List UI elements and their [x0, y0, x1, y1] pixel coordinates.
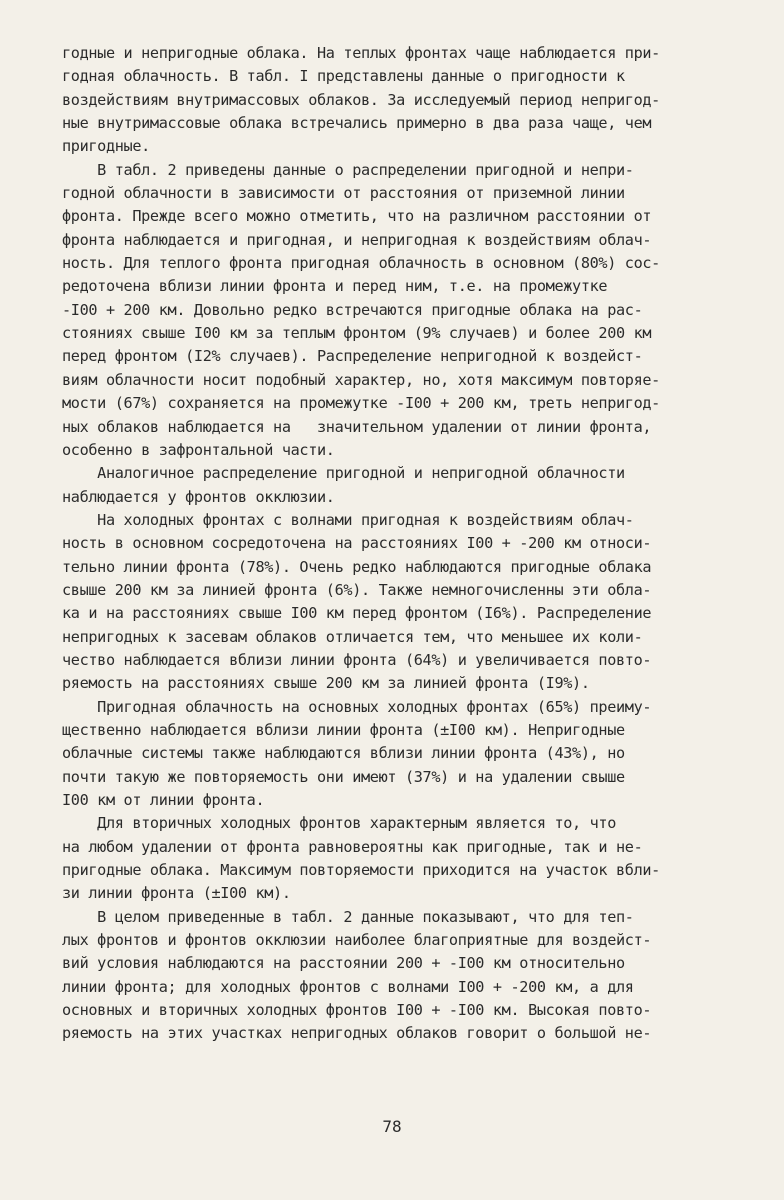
text-line: На холодных фронтах с волнами пригодная к воздействиям облач- [62, 510, 634, 529]
page-number: 78 [382, 1117, 402, 1136]
text-line: линии фронта; для холодных фронтов с волнами I00 + -200 км, а для [62, 977, 634, 996]
text-line: годная облачность. В табл. I представлены данные о пригодности к [62, 67, 625, 86]
text-line: годной облачности в зависимости от расстояния от приземной линии [62, 184, 625, 203]
text-line: ряемость на расстояниях свыше 200 км за линией фронта (I9%). [62, 674, 590, 693]
text-line: воздействиям внутримассовых облаков. За исследуемый период непригод- [62, 90, 660, 109]
text-line: -I00 + 200 км. Довольно редко встречаются пригодные облака на рас- [62, 300, 643, 319]
text-line: ных облаков наблюдается на значительном удалении от линии фронта, [62, 417, 652, 436]
text-line: Для вторичных холодных фронтов характерным является то, что [62, 814, 617, 833]
text-line: редоточена вблизи линии фронта и перед ним, т.е. на промежутке [62, 277, 608, 296]
text-line: тельно линии фронта (78%). Очень редко наблюдаются пригодные облака [62, 557, 652, 576]
text-line: виям облачности носит подобный характер, но, хотя максимум повторяе- [62, 370, 660, 389]
text-line: годные и непригодные облака. На теплых фронтах чаще наблюдается при- [62, 44, 660, 62]
text-line: пригодные облака. Максимум повторяемости приходится на участок вбли- [62, 861, 660, 880]
text-line: свыше 200 км за линией фронта (6%). Также немногочисленны эти обла- [62, 580, 652, 599]
text-line: непригодных к засевам облаков отличается тем, что меньшее их коли- [62, 627, 643, 646]
text-line: пригодные. [62, 137, 150, 156]
text-line: лых фронтов и фронтов окклюзии наиболее благоприятные для воздейст- [62, 931, 652, 950]
text-line: стояниях свыше I00 км за теплым фронтом (9% случаев) и более 200 км [62, 324, 652, 343]
text-line: I00 км от линии фронта. [62, 791, 265, 809]
text-line: Пригодная облачность на основных холодных фронтах (65%) преиму- [62, 697, 652, 716]
text-line: фронта. Прежде всего можно отметить, что на различном расстоянии от [62, 207, 652, 226]
text-line: ка и на расстояниях свыше I00 км перед фронтом (I6%). Распределение [62, 604, 652, 623]
text-line: чество наблюдается вблизи линии фронта (64%) и увеличивается повто- [62, 650, 652, 669]
text-line: наблюдается у фронтов окклюзии. [62, 487, 335, 506]
text-line: особенно в зафронтальной части. [62, 440, 335, 459]
text-line: ряемость на этих участках непригодных облаков говорит о большой не- [62, 1024, 652, 1043]
text-line: В целом приведенные в табл. 2 данные показывают, что для теп- [62, 907, 634, 926]
body-text [62, 42, 742, 1046]
text-line: В табл. 2 приведены данные о распределении пригодной и непри- [62, 160, 634, 179]
text-line: Аналогичное распределение пригодной и непригодной облачности [62, 464, 625, 483]
text-line: почти такую же повторяемость они имеют (37%) и на удалении свыше [62, 767, 625, 786]
text-line: ные внутримассовые облака встречались примерно в два раза чаще, чем [62, 114, 652, 133]
text-line: мости (67%) сохраняется на промежутке -I00 + 200 км, треть непригод- [62, 394, 660, 413]
text-line: на любом удалении от фронта равновероятны как пригодные, так и не- [62, 837, 643, 856]
text-line: зи линии фронта (±I00 км). [62, 884, 291, 903]
text-line: ность. Для теплого фронта пригодная облачность в основном (80%) сос- [62, 254, 660, 273]
text-line: облачные системы также наблюдаются вблизи линии фронта (43%), но [62, 744, 625, 763]
text-line: щественно наблюдается вблизи линии фронта (±I00 км). Непригодные [62, 720, 625, 739]
text-line: вий условия наблюдаются на расстоянии 200 + -I00 км относительно [62, 954, 625, 973]
text-line: фронта наблюдается и пригодная, и непригодная к воздействиям облач- [62, 230, 652, 249]
text-line: перед фронтом (I2% случаев). Распределение непригодной к воздейст- [62, 347, 643, 366]
text-line: основных и вторичных холодных фронтов I00 + -I00 км. Высокая повто- [62, 1001, 652, 1020]
text-line: ность в основном сосредоточена на расстояниях I00 + -200 км относи- [62, 534, 652, 553]
